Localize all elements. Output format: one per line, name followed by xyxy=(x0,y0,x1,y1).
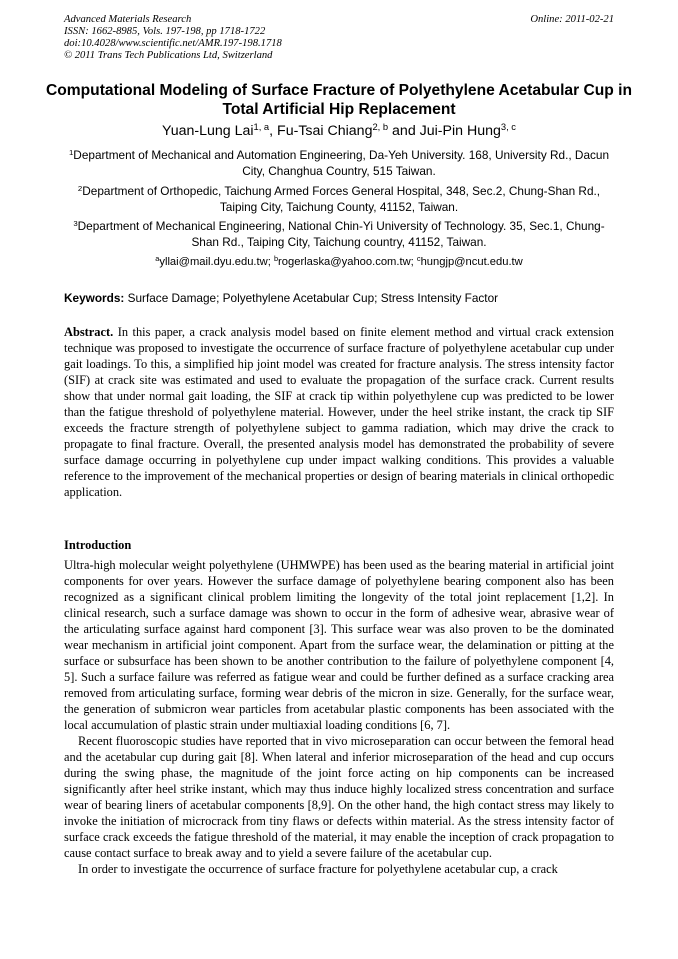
author-affiliation-mark: 2, b xyxy=(372,122,389,133)
introduction-body xyxy=(64,557,614,877)
email-address[interactable]: rogerlaska@yahoo.com.tw xyxy=(278,256,411,268)
email-mark: a xyxy=(155,254,160,264)
online-date: Online: 2011-02-21 xyxy=(530,14,614,25)
section-heading-introduction: Introduction xyxy=(64,538,132,552)
affiliation xyxy=(60,148,618,179)
affiliation-text: Department of Orthopedic, Taichung Armed Forces General Hospital, 348, Sec.2, Chung-Shan Rd., Taiping City, Taichung County, 41152, Taiwan. xyxy=(82,184,601,214)
author-separator: and xyxy=(388,123,420,139)
doi-line: doi:10.4028/www.scientific.net/AMR.197-198.1718 xyxy=(64,38,282,49)
author-affiliation-mark: 1, a xyxy=(253,122,270,133)
abstract-label: Abstract. xyxy=(64,325,114,339)
affiliation-text: Department of Mechanical Engineering, National Chin-Yi University of Technology. 35, Sec.1, Chung-Shan Rd., Taiping City, Taichung country, 41152, Taiwan. xyxy=(77,219,605,249)
author-name: Yuan-Lung Lai xyxy=(162,123,254,139)
affiliation-number: 3 xyxy=(73,219,78,229)
abstract xyxy=(64,324,614,500)
affiliation-number: 2 xyxy=(77,184,83,194)
keywords xyxy=(64,291,614,306)
email-mark: c xyxy=(416,254,421,264)
paper-title: Computational Modeling of Surface Fracture of Polyethylene Acetabular Cup in Total Artificial Hip Replacement xyxy=(46,82,632,118)
affiliation-text: Department of Mechanical and Automation Engineering, Da-Yeh University. 168, University Rd., Dacun City, Changhua Country, 515 Taiwan. xyxy=(73,148,610,178)
email-address[interactable]: hungjp@ncut.edu.tw xyxy=(420,256,523,268)
paragraph: Ultra-high molecular weight polyethylene (UHMWPE) has been used as the bearing material in artificial joint components for over years. However the surface damage of polyethylene bearing component also has been recognized as a significant clinical problem limiting the longevity of the total joint replacement [1,2]. In clinical research, such a surface damage was shown to occur in the form of adhesive wear, abrasive wear of the articulating surface against hard component [3]. This surface wear was also proven to be the dominated wear mechanism in artificial joint component. Apart from the surface wear, the delamination or pitting at the surface or subsurface has been shown to be another contribution to the failure of polyethylene component [4, 5]. Such a surface failure was referred as fatigue wear and could be further defined as a surface cracking area removed from articulating surface, forming wear debris of the micron in size. Generally, for the surface wear, the generation of submicron wear particles from acetabular plastic components has been associated with the local accumulation of plastic strain under multiaxial loading conditions [6, 7]. xyxy=(64,558,614,732)
author-affiliation-mark: 3, c xyxy=(500,122,516,133)
abstract-text: In this paper, a crack analysis model based on finite element method and virtual crack extension technique was proposed to investigate the occurrence of surface fracture of polyethylene acetabular cup under gait loadings. To this, a simplified hip joint model was created for fracture analysis. The stress intensity factor (SIF) at crack site was estimated and used to evaluate the propagation of the surface crack. Current results show that under normal gait loading, the SIF at crack tip within polyethylene cup was predicted to be lower than the fatigue threshold of polyethylene material. However, under the heel strike instant, the crack tip SIF exceeds the fracture strength of polyethylene subject to gamma radiation, which may drive the crack to propagate to final fracture. Overall, the presented analysis model has demonstrated the probability of severe surface damage occurring in polyethylene cup under impact walking conditions. This provides a valuable reference to the improvement of the mechanical properties or design of bearing materials in clinical orthopedic application. xyxy=(64,325,614,499)
email-address[interactable]: yllai@mail.dyu.edu.tw xyxy=(159,256,268,268)
paragraph: In order to investigate the occurrence of surface fracture for polyethylene acetabular cup, a crack xyxy=(78,862,558,876)
issn-line: ISSN: 1662-8985, Vols. 197-198, pp 1718-1722 xyxy=(64,26,266,37)
running-header xyxy=(64,14,614,62)
author-name: Jui-Pin Hung xyxy=(419,123,501,139)
affiliation xyxy=(60,184,618,215)
author-list xyxy=(40,122,638,140)
journal-name: Advanced Materials Research xyxy=(64,14,192,25)
copyright-line: © 2011 Trans Tech Publications Ltd, Switzerland xyxy=(64,50,273,61)
author-separator: , xyxy=(269,123,278,139)
affiliation xyxy=(60,219,618,250)
affiliation-number: 1 xyxy=(68,148,74,158)
keywords-label: Keywords: xyxy=(64,291,125,305)
paragraph: Recent fluoroscopic studies have reported that in vivo microseparation can occur between the femoral head and the acetabular cup during gait [8]. When lateral and inferior microseparation of the head and cup occurs during the swing phase, the magnitude of the joint force acting on hip components can be increased significantly after heel strike instant, which may thus induce highly localized stress concentration and surface wear of bearing liners of acetabular components [8,9]. On the other hand, the high contact stress may likely to invoke the initiation of microcrack from tiny flaws or defects within material. As the stress intensity factor of surface crack exceeds the fatigue threshold of the material, it may enable the inception of crack propagation to cause contact surface to break away and to yield a severe failure of the acetabular cup. xyxy=(64,734,614,860)
keywords-text: Surface Damage; Polyethylene Acetabular Cup; Stress Intensity Factor xyxy=(127,291,499,305)
email-line: $^a$yllai@mail.dyu.edu.tw; $^b$rogerlaska@yahoo.com.tw; $^c$hungjp@ncut.edu.tw xyxy=(155,254,523,268)
email-mark: b xyxy=(273,254,279,264)
author-name: Fu-Tsai Chiang xyxy=(277,123,373,139)
